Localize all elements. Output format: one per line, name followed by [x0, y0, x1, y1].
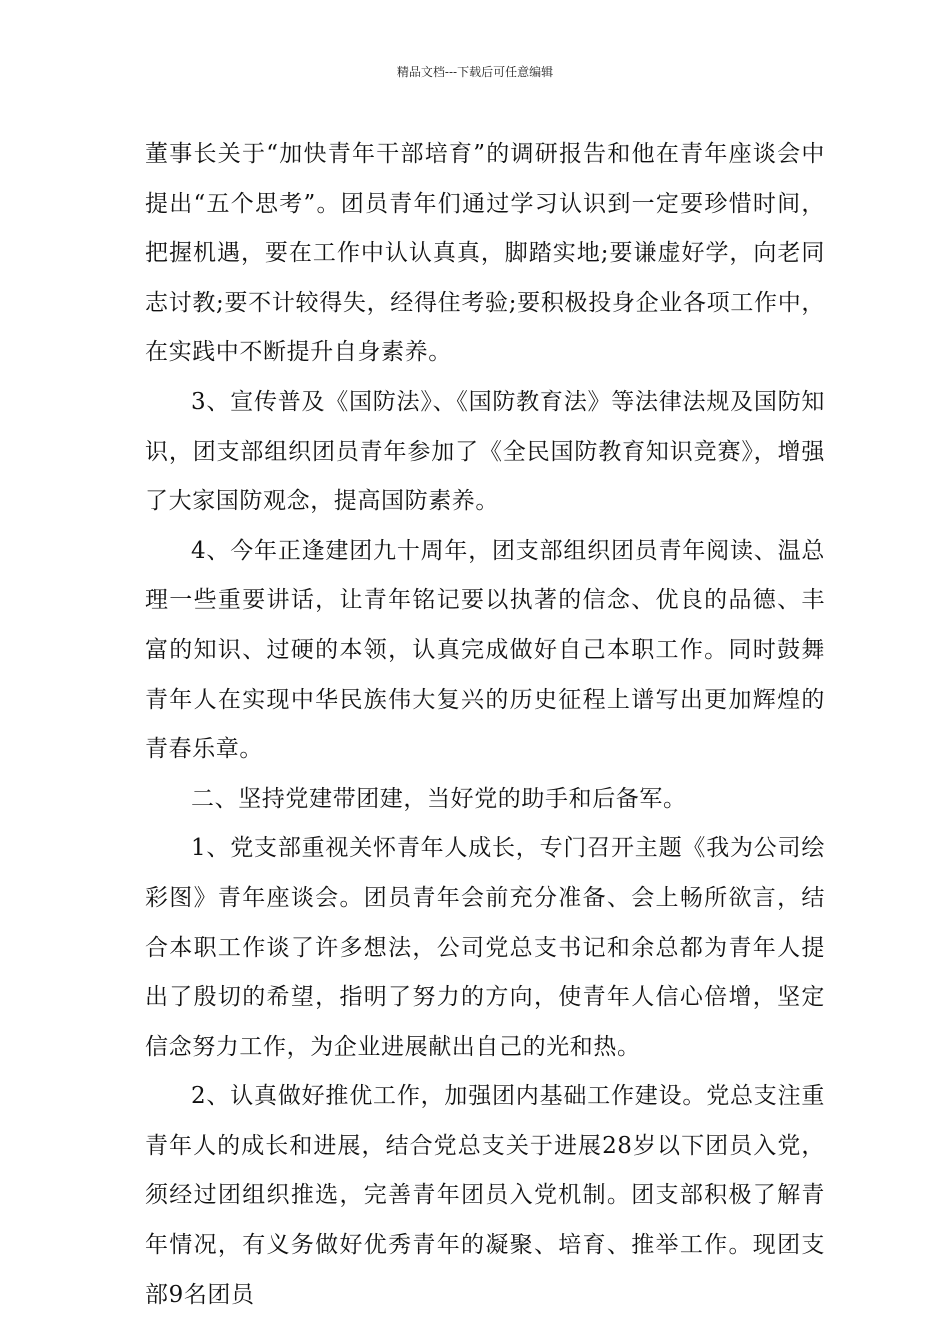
- paragraph-1: 董事长关于“加快青年干部培育”的调研报告和他在青年座谈会中提出“五个思考”。团员青年们通过学习认识到一定要珍惜时间，把握机遇，要在工作中认认真真，脚踏实地;要谦虚好学，向老同志讨教;要不计较得失，经得住考验;要积极投身企业各项工作中，在实践中不断提升自身素养。: [145, 141, 825, 366]
- paragraph-2: 3、宣传普及《国防法》、《国防教育法》等法律法规及国防知识，团支部组织团员青年参加了《全民国防教育知识竞赛》，增强了大家国防观念，提高国防素养。: [145, 388, 825, 515]
- paragraph-5: 2、认真做好推优工作，加强团内基础工作建设。党总支注重青年人的成长和进展，结合党总支关于进展28岁以下团员入党，须经过团组织推选，完善青年团员入党机制。团支部积极了解青年情况，有义务做好优秀青年的凝聚、培育、推举工作。现团支部9名团员: [145, 1083, 825, 1308]
- paragraph-4: 1、党支部重视关怀青年人成长，专门召开主题《我为公司绘彩图》青年座谈会。团员青年会前充分准备、会上畅所欲言，结合本职工作谈了许多想法，公司党总支书记和余总都为青年人提出了殷切的希望，指明了努力的方向，使青年人信心倍增，坚定信念努力工作，为企业进展献出自己的光和热。: [145, 835, 825, 1060]
- page-header: 精品文档---下载后可任意编辑: [396, 65, 554, 79]
- document-body: [145, 130, 825, 1320]
- section-heading: 二、坚持党建带团建，当好党的助手和后备军。: [191, 785, 687, 812]
- paragraph-3: 4、今年正逢建团九十周年，团支部组织团员青年阅读、温总理一些重要讲话，让青年铭记要以执著的信念、优良的品德、丰富的知识、过硬的本领，认真完成做好自己本职工作。同时鼓舞青年人在实现中华民族伟大复兴的历史征程上谱写出更加辉煌的青春乐章。: [145, 537, 825, 763]
